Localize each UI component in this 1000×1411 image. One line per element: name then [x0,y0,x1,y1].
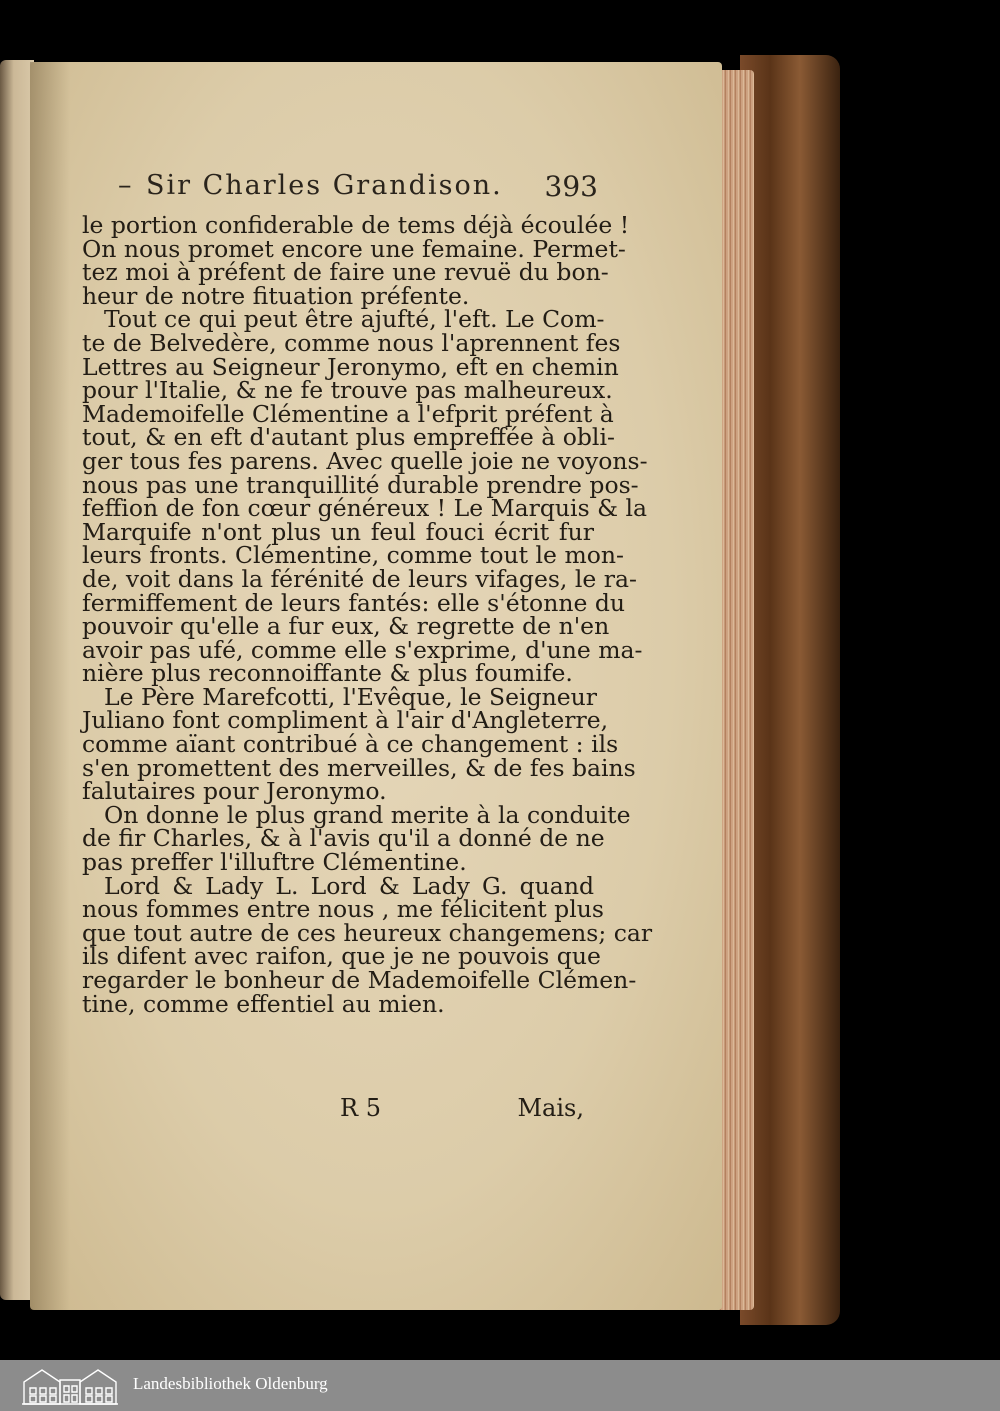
text-line: avoir pas ufé, comme elle s'exprime, d'une ma- [82,635,643,664]
text-line: Lord & Lady L. Lord & Lady G. quand [104,871,594,900]
text-line: regarder le bonheur de Mademoifelle Clémen- [82,966,637,994]
text-line: le portion confiderable de tems déjà écoulée ! [82,211,630,239]
running-head-dash: – [118,170,134,201]
text-line: Juliano font compliment à l'air d'Angleterre, [82,706,609,735]
catchword: Mais, [517,1094,584,1122]
page-number: 393 [544,170,598,203]
text-line: heur de notre fituation préfente. [82,281,470,310]
text-line: nière plus reconnoiffante & plus foumife. [82,659,573,688]
book-cover-binding [740,55,840,1325]
facing-page-edge [0,60,34,1300]
text-line: Tout ce qui peut être ajufté, l'eft. Le Com- [104,305,605,334]
text-line: feffion de fon cœur généreux ! Le Marquis & la [82,494,648,523]
catch-line [340,1094,584,1128]
text-line: nous pas une tranquillité durable prendre pos- [82,470,639,499]
text-line: Marquife n'ont plus un feul fouci écrit fur [82,517,594,546]
text-line: On nous promet encore une femaine. Permet- [82,234,626,263]
text-line: tout, & en eft d'autant plus empreffée à obli- [82,423,615,452]
text-line: nous fommes entre nous , me félicitent plus [82,895,604,924]
text-line: s'en promettent des merveilles, & de fes bains [82,753,636,782]
text-line: tez moi à préfent de faire une revuë du bon- [82,258,609,287]
gutter-shadow [30,62,70,1310]
text-line: Lettres au Seigneur Jeronymo, eft en chemin [82,352,619,381]
text-line: que tout autre de ces heureux changemens; car [82,918,653,947]
text-line: pouvoir qu'elle a fur eux, & regrette de n'en [82,612,610,641]
footer-bar [0,1360,1000,1411]
running-head [118,170,598,210]
signature-mark: R 5 [340,1094,381,1122]
text-line: ils difent avec raifon, que je ne pouvois que [82,942,601,971]
running-head-title: Sir Charles Grandison. [146,170,503,201]
text-line: de, voit dans la férénité de leurs vifages, le ra- [82,564,637,593]
text-line: Mademoifelle Clémentine a l'efprit préfent à [82,399,614,428]
text-line: tine, comme effentiel au mien. [82,989,445,1018]
text-line: On donne le plus grand merite à la conduite [104,800,631,829]
text-line: pas preffer l'illuftre Clémentine. [82,848,467,877]
library-name: Landesbibliothek Oldenburg [133,1374,328,1393]
text-line: ger tous fes parens. Avec quelle joie ne voyons- [82,446,648,475]
body-text [82,211,653,1018]
text-line: fermiffement de leurs fantés: elle s'étonne du [82,588,626,617]
library-building-logo-icon [22,1366,118,1406]
text-line: de fir Charles, & à l'avis qu'il a donné de ne [82,824,605,853]
text-line: leurs fronts. Clémentine, comme tout le mon- [82,541,624,570]
text-line: comme aïant contribué à ce changement : ils [82,730,619,759]
text-line: falutaires pour Jeronymo. [82,777,387,806]
text-line: te de Belvedère, comme nous l'aprennent fes [82,328,621,357]
text-line: Le Père Marefcotti, l'Evêque, le Seigneur [104,682,598,711]
text-line: pour l'Italie, & ne fe trouve pas malheureux. [82,376,613,405]
